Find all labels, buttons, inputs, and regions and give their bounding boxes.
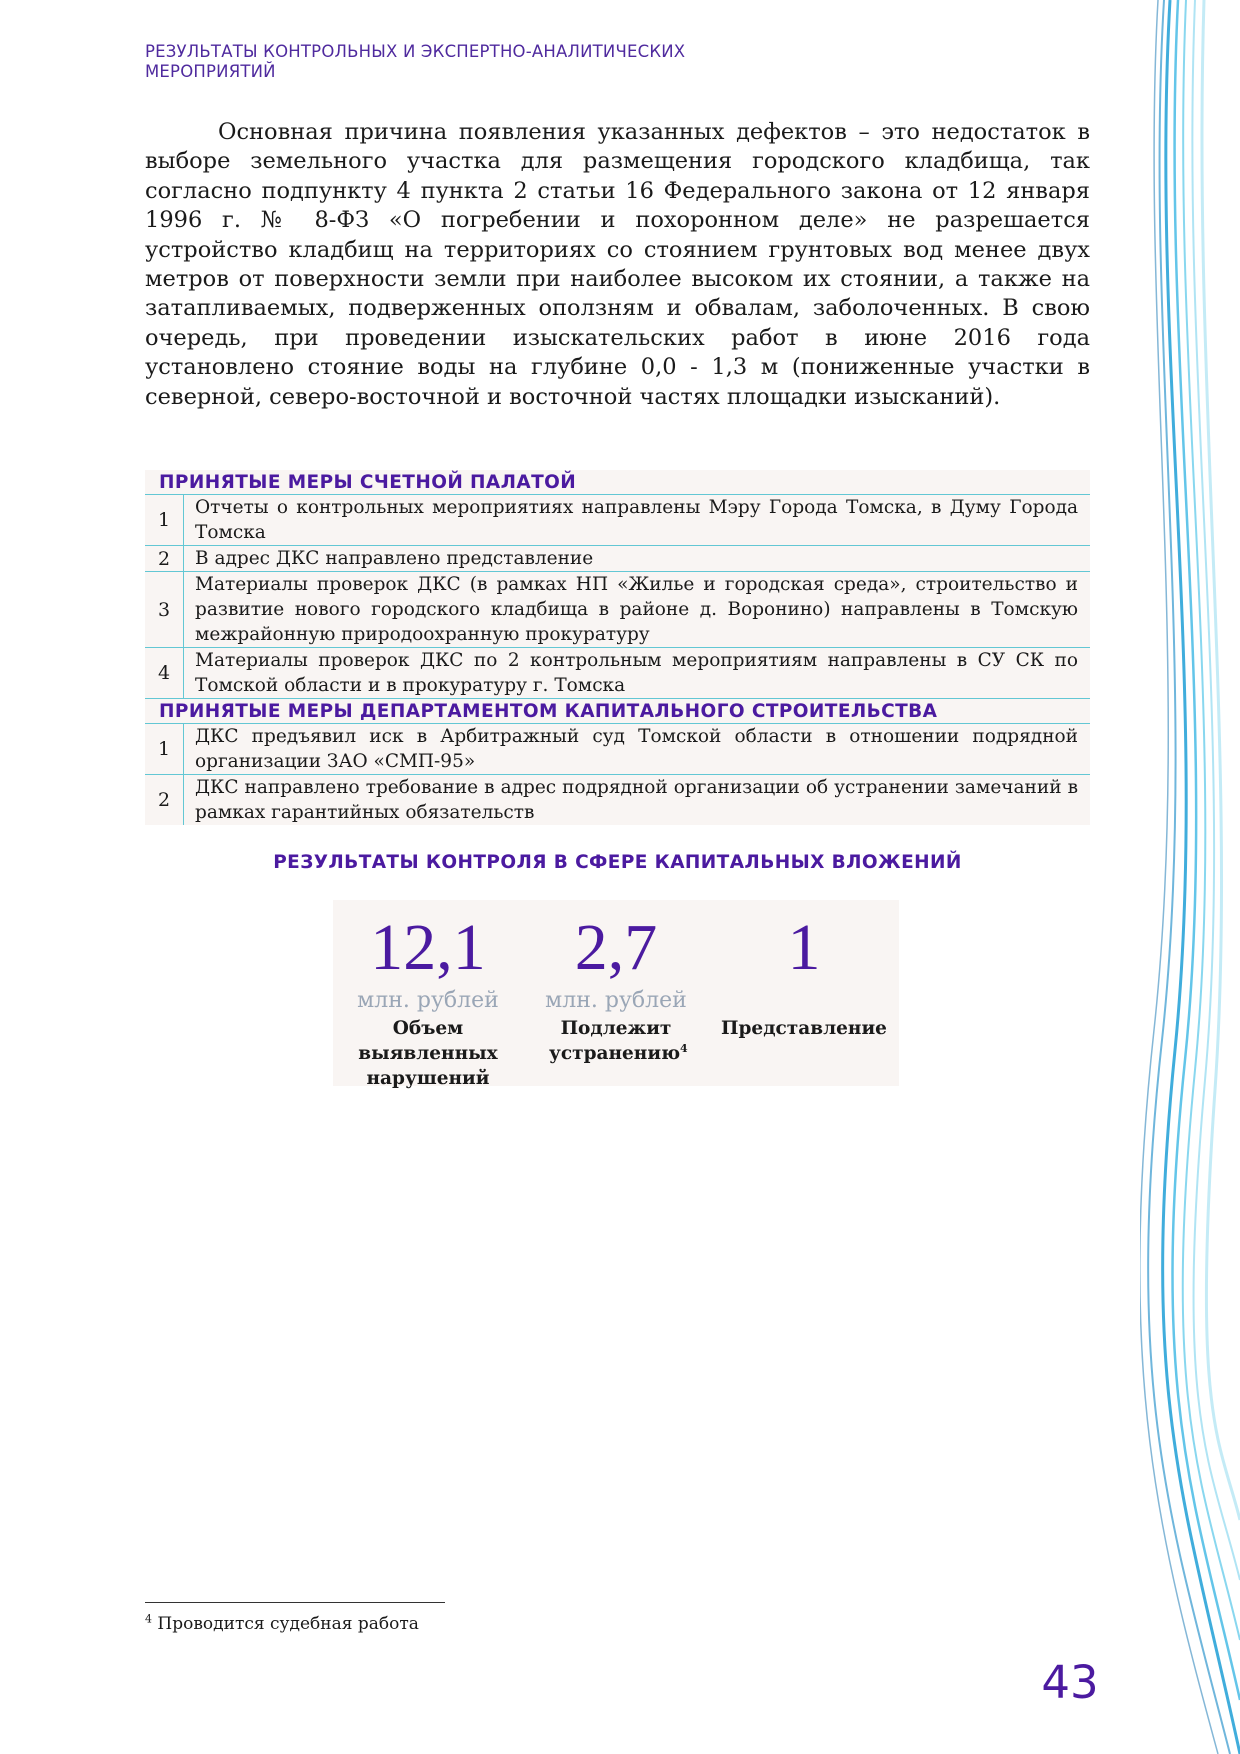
page-number: 43 xyxy=(1041,1656,1099,1709)
footnote-marker: 4 xyxy=(680,1041,688,1055)
stat-unit: млн. рублей xyxy=(357,988,499,1013)
stat-label xyxy=(521,1016,711,1066)
stat-label xyxy=(709,1016,899,1041)
stat-label-text: Подлежит устранению xyxy=(549,1018,681,1064)
running-header xyxy=(145,42,905,82)
wave-line xyxy=(1192,0,1240,1580)
row-number: 3 xyxy=(145,572,184,647)
decorative-waves xyxy=(1140,0,1240,1754)
table-row xyxy=(145,495,1090,546)
row-text: В адрес ДКС направлено представление xyxy=(195,548,594,569)
table-row xyxy=(145,572,1090,648)
measures-table xyxy=(145,470,1090,825)
table-row xyxy=(145,724,1090,775)
stat-value: 1 xyxy=(787,911,821,984)
row-text: ДКС предъявил иск в Арбитражный суд Томской области в отношении подрядной организации ЗАО «СМП-95» xyxy=(195,726,1078,772)
wave-line xyxy=(1148,0,1230,1754)
row-number: 1 xyxy=(145,495,184,545)
results-heading: РЕЗУЛЬТАТЫ КОНТРОЛЯ В СФЕРЕ КАПИТАЛЬНЫХ ВЛОЖЕНИЙ xyxy=(273,852,962,873)
footnote-separator xyxy=(145,1602,445,1603)
stat-to-eliminate xyxy=(521,900,711,1066)
stat-value: 2,7 xyxy=(574,911,658,984)
row-number: 4 xyxy=(145,648,184,698)
body-paragraph: Основная причина появления указанных дефектов – это недостаток в выборе земельного участка для размещения городского кладбища, так согласно подпункту 4 пункта 2 статьи 16 Федерального закона от 12 января 1996 г. № 8-ФЗ «О погребении и похоронном деле» не разрешается устройство кладбищ на территориях со стоянием грунтовых вод менее двух метров от поверхности земли при наиболее высоком их стоянии, а также на затапливаемых, подверженных оползням и обвалам, заболоченных. В свою очередь, при проведении изыскательских работ в июне 2016 года установлено стояние воды на глубине 0,0 - 1,3 м (пониженные участки в северной, северо-восточной и восточной частях площадки изысканий). xyxy=(145,119,1090,410)
stat-label-text: Объем выявленных нарушений xyxy=(358,1018,498,1089)
row-number: 2 xyxy=(145,775,184,825)
footnote-mark: 4 xyxy=(145,1612,152,1626)
table-row xyxy=(145,546,1090,572)
wave-line xyxy=(1140,0,1218,1754)
stat-value: 12,1 xyxy=(370,911,486,984)
chamber-measures-heading: ПРИНЯТЫЕ МЕРЫ СЧЕТНОЙ ПАЛАТОЙ xyxy=(145,470,1090,495)
stat-label xyxy=(333,1016,523,1091)
stat-label-text: Представление xyxy=(721,1018,887,1039)
row-text: Материалы проверок ДКС по 2 контрольным мероприятиям направлены в СУ СК по Томской области и в прокуратуру г. Томска xyxy=(195,650,1078,696)
footnote xyxy=(145,1612,845,1636)
stat-unit xyxy=(709,988,899,1014)
wave-line xyxy=(1202,0,1240,1520)
running-header-line-2: МЕРОПРИЯТИЙ xyxy=(145,62,276,81)
row-number: 2 xyxy=(145,546,184,571)
table-row xyxy=(145,648,1090,699)
footnote-text: Проводится судебная работа xyxy=(152,1614,419,1634)
row-text: Материалы проверок ДКС (в рамках НП «Жилье и городская среда», строительство и развитие нового городского кладбища в районе д. Воронино) направлены в Томскую межрайонную природоохранную прокуратуру xyxy=(195,574,1078,645)
stat-unit: млн. рублей xyxy=(545,988,687,1013)
row-number: 1 xyxy=(145,724,184,774)
stats-panel xyxy=(333,900,899,1089)
row-text: ДКС направлено требование в адрес подрядной организации об устранении замечаний в рамках гарантийных обязательств xyxy=(195,777,1078,823)
stat-violations xyxy=(333,900,523,1091)
running-header-line-1: РЕЗУЛЬТАТЫ КОНТРОЛЬНЫХ И ЭКСПЕРТНО-АНАЛИТИЧЕСКИХ xyxy=(145,42,686,61)
row-text: Отчеты о контрольных мероприятиях направлены Мэру Города Томска, в Думу Города Томска xyxy=(195,497,1078,543)
department-measures-heading: ПРИНЯТЫЕ МЕРЫ ДЕПАРТАМЕНТОМ КАПИТАЛЬНОГО СТРОИТЕЛЬСТВА xyxy=(145,699,1090,724)
table-row xyxy=(145,775,1090,825)
stat-submission xyxy=(709,900,899,1041)
